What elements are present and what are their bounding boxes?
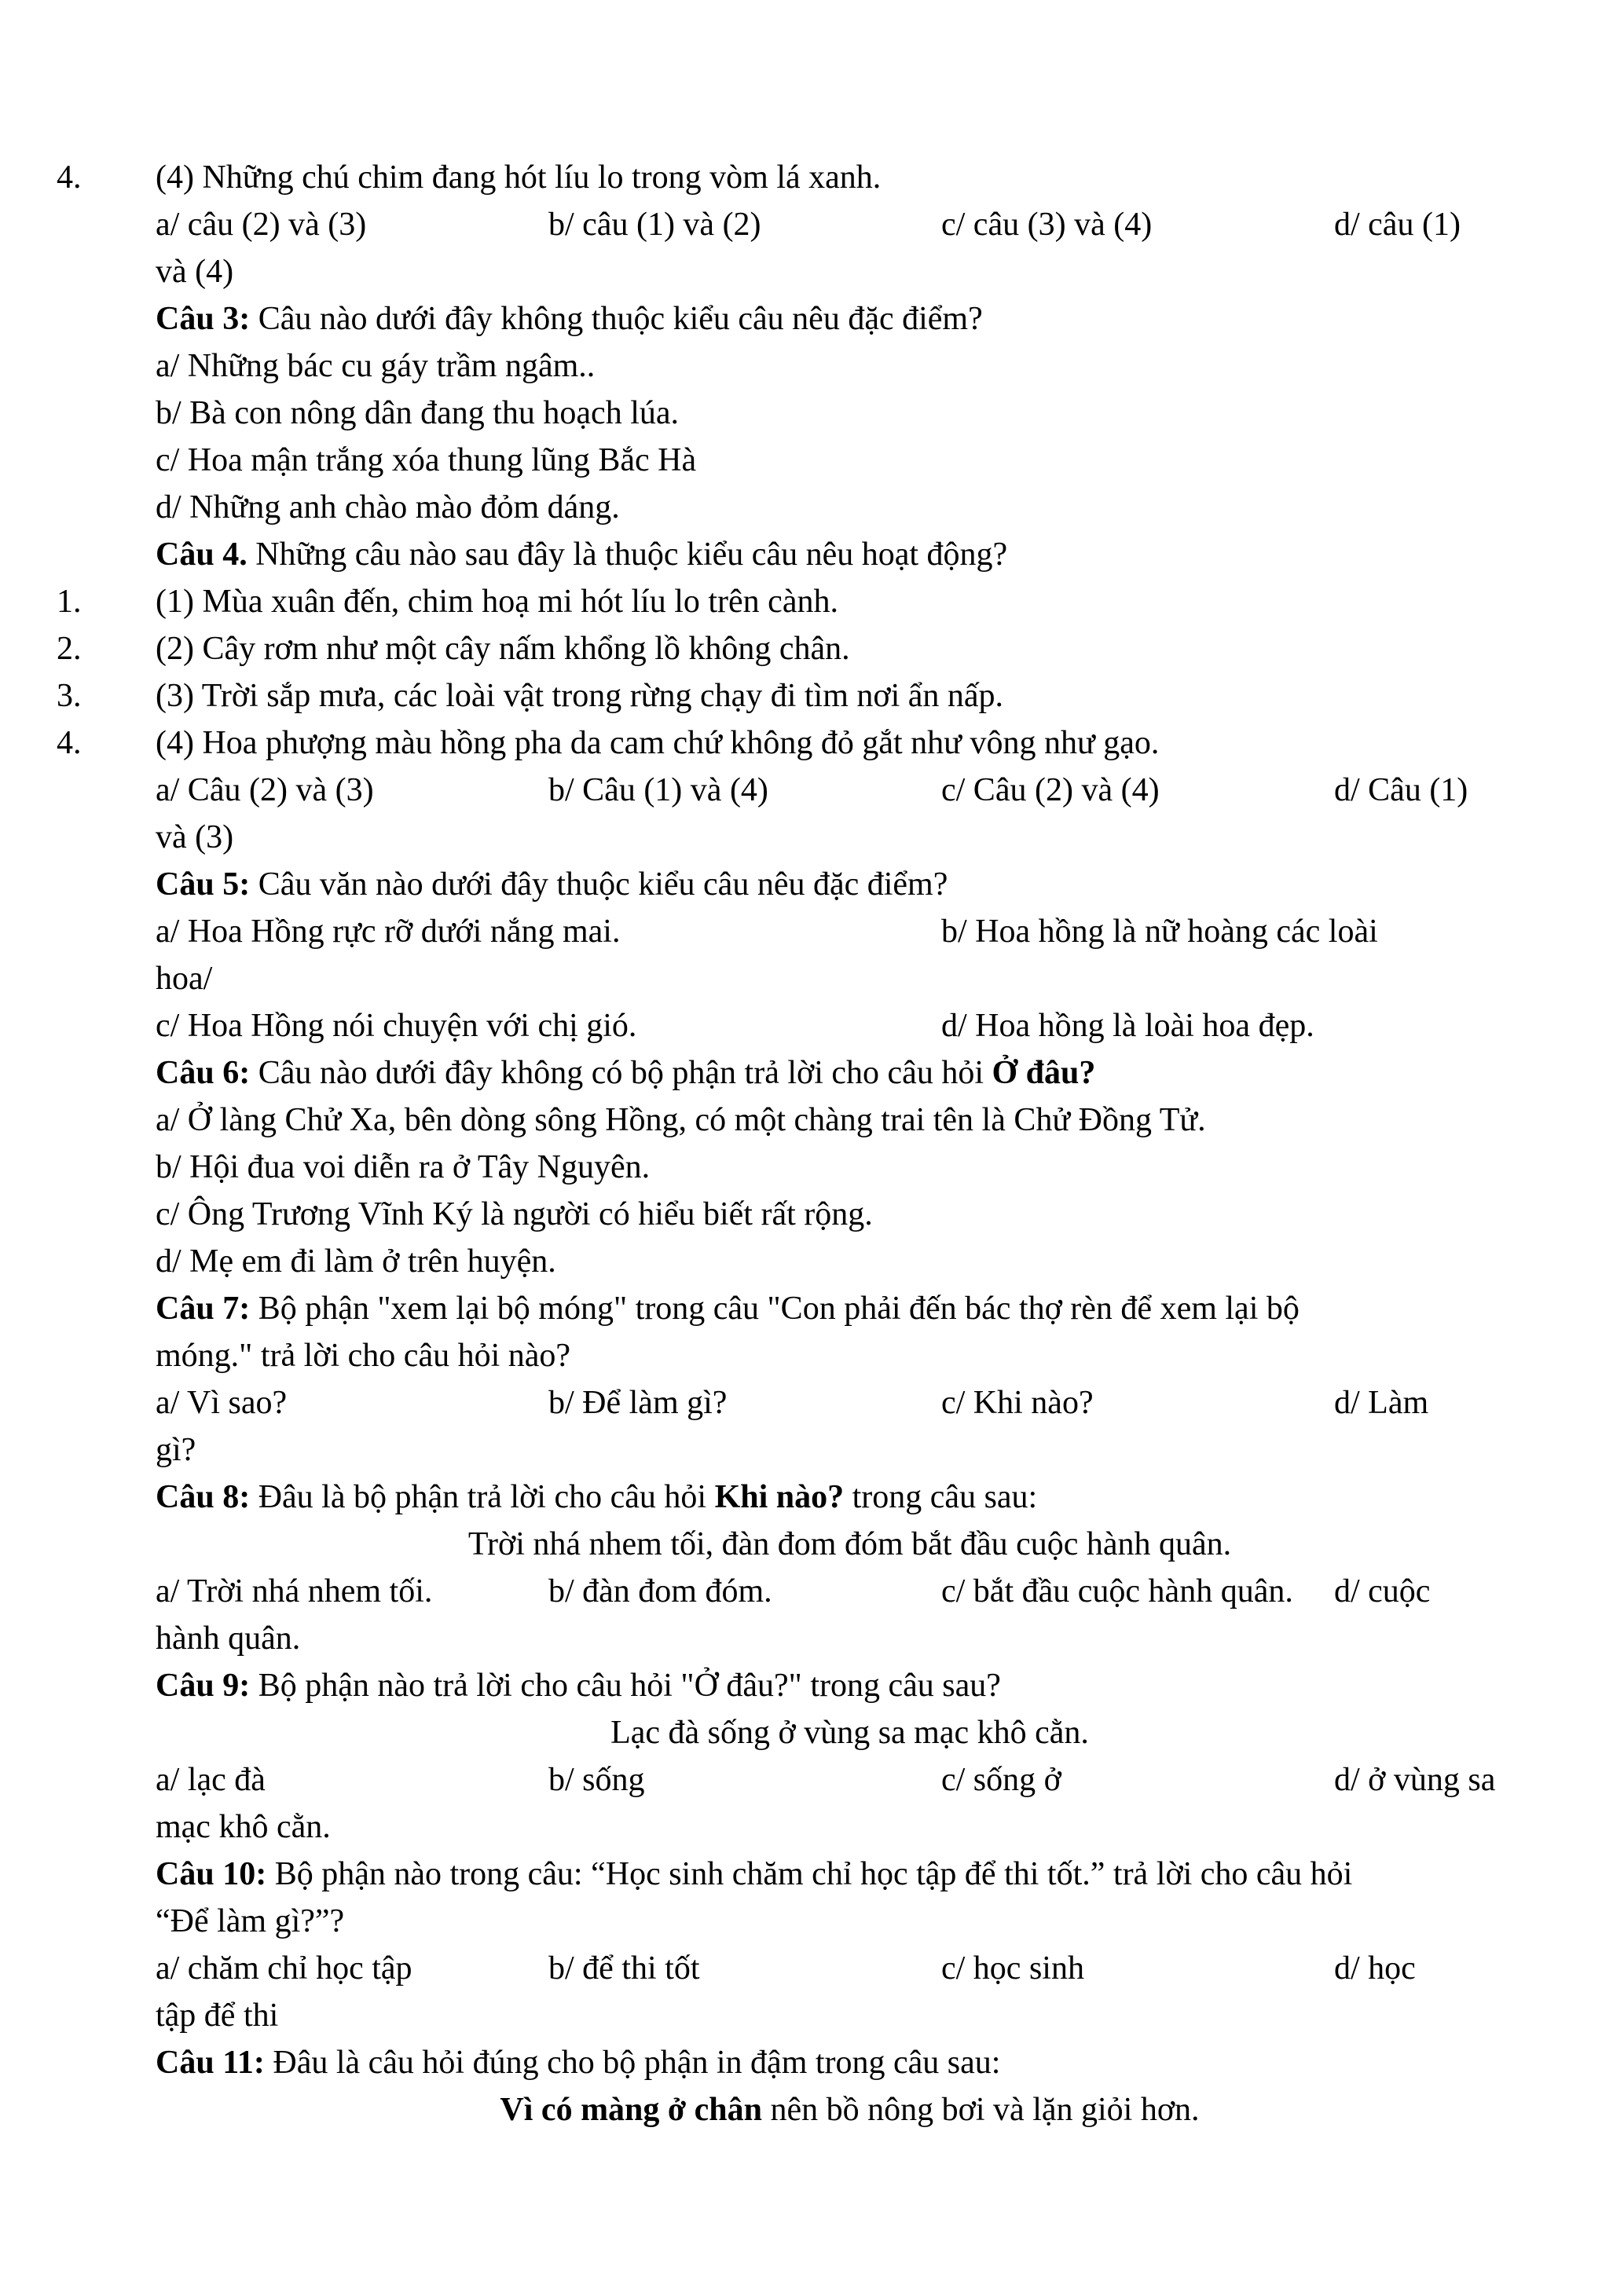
list-number: 4. <box>57 725 82 761</box>
option-c: c/ sống ở <box>941 1762 1061 1798</box>
option-wrap: tập để thi <box>156 1998 279 2034</box>
sentence-wrapper <box>500 2086 1199 2133</box>
option-d: d/ Những anh chào mào đỏm dáng. <box>156 489 620 525</box>
question-keyword: Khi nào? <box>714 1479 845 1515</box>
option-c: c/ Khi nào? <box>941 1385 1094 1421</box>
list-item-text: (1) Mùa xuân đến, chim hoạ mi hót líu lo trên cành. <box>156 584 838 620</box>
list-item-text: (3) Trời sắp mưa, các loài vật trong rừng chạy đi tìm nơi ẩn nấp. <box>156 678 1004 714</box>
option-d: d/ Hoa hồng là loài hoa đẹp. <box>941 1008 1314 1044</box>
sentence-text: Lạc đà sống ở vùng sa mạc khô cằn. <box>610 1715 1089 1751</box>
question-label: Câu 3: <box>156 301 251 337</box>
question-text-cont: “Để làm gì?”? <box>156 1903 345 1939</box>
question-9 <box>156 1662 1001 1709</box>
sentence-text: Trời nhá nhem tối, đàn đom đóm bắt đầu cuộc hành quân. <box>467 1526 1232 1562</box>
option-wrap: hành quân. <box>156 1620 301 1657</box>
question-text: Bộ phận nào trả lời cho câu hỏi "Ở đâu?" trong câu sau? <box>250 1668 1001 1704</box>
question-label: Câu 7: <box>156 1291 251 1327</box>
list-number: 3. <box>57 678 82 714</box>
option-c: c/ Ông Trương Vĩnh Ký là người có hiểu biết rất rộng. <box>156 1196 873 1232</box>
question-6 <box>156 1049 1095 1097</box>
option-c: c/ bắt đầu cuộc hành quân. <box>941 1573 1293 1609</box>
option-wrap: hoa/ <box>156 961 213 997</box>
option-d: d/ Mẹ em đi làm ở trên huyện. <box>156 1243 556 1280</box>
question-8 <box>156 1474 1037 1521</box>
option-a: a/ Ở làng Chử Xa, bên dòng sông Hồng, có một chàng trai tên là Chử Đồng Tử. <box>156 1102 1206 1138</box>
list-item-text: (4) Hoa phượng màu hồng pha da cam chứ không đỏ gắt như vông như gạo. <box>156 725 1160 761</box>
question-11 <box>156 2039 1000 2086</box>
example-sentence <box>0 1709 1624 1756</box>
option-b: b/ Để làm gì? <box>548 1385 728 1421</box>
question-text: Câu nào dưới đây không có bộ phận trả lời cho câu hỏi <box>250 1055 992 1091</box>
question-3 <box>156 295 983 342</box>
option-c: c/ học sinh <box>941 1950 1084 1987</box>
question-label: Câu 10: <box>156 1856 267 1892</box>
option-c: c/ Hoa Hồng nói chuyện với chị gió. <box>156 1008 637 1044</box>
example-sentence <box>0 2086 1624 2133</box>
option-a: a/ câu (2) và (3) <box>156 207 367 243</box>
question-text: Những câu nào sau đây là thuộc kiểu câu nêu hoạt động? <box>247 536 1008 573</box>
question-label: Câu 8: <box>156 1479 251 1515</box>
option-a: a/ lạc đà <box>156 1762 266 1798</box>
question-text: Đâu là bộ phận trả lời cho câu hỏi <box>250 1479 715 1515</box>
question-7 <box>156 1285 1300 1332</box>
option-c: c/ Hoa mận trắng xóa thung lũng Bắc Hà <box>156 442 697 478</box>
question-text: Câu văn nào dưới đây thuộc kiểu câu nêu đặc điểm? <box>250 866 948 903</box>
option-d: d/ Câu (1) <box>1334 772 1468 808</box>
question-label: Câu 4. <box>156 536 247 573</box>
question-label: Câu 9: <box>156 1668 251 1704</box>
option-wrap: và (3) <box>156 819 234 855</box>
question-10 <box>156 1851 1352 1898</box>
option-b: b/ sống <box>548 1762 645 1798</box>
option-b: b/ câu (1) và (2) <box>548 207 761 243</box>
option-a: a/ Trời nhá nhem tối. <box>156 1573 433 1609</box>
list-number: 4. <box>57 159 82 196</box>
option-wrap: gì? <box>156 1432 196 1468</box>
list-number: 2. <box>57 631 82 667</box>
list-number: 1. <box>57 584 82 620</box>
option-a: a/ Vì sao? <box>156 1385 288 1421</box>
option-a: a/ Câu (2) và (3) <box>156 772 374 808</box>
question-4 <box>156 531 1007 578</box>
list-item-text: (2) Cây rơm như một cây nấm khổng lồ không chân. <box>156 631 850 667</box>
option-c: c/ câu (3) và (4) <box>941 207 1153 243</box>
question-label: Câu 11: <box>156 2045 265 2081</box>
example-sentence <box>0 1521 1624 1568</box>
question-label: Câu 5: <box>156 866 251 903</box>
sentence-rest: nên bồ nông bơi và lặn giỏi hơn. <box>762 2092 1200 2128</box>
option-a: a/ Hoa Hồng rực rỡ dưới nắng mai. <box>156 914 621 950</box>
sentence-bold-part: Vì có màng ở chân <box>500 2092 763 2128</box>
option-wrap: và (4) <box>156 254 234 290</box>
question-keyword: Ở đâu? <box>992 1055 1096 1091</box>
option-b: b/ để thi tốt <box>548 1950 700 1987</box>
option-a: a/ Những bác cu gáy trầm ngâm.. <box>156 348 596 384</box>
option-wrap: mạc khô cằn. <box>156 1809 331 1845</box>
question-text: Câu nào dưới đây không thuộc kiểu câu nêu đặc điểm? <box>250 301 983 337</box>
option-d: d/ Làm <box>1334 1385 1429 1421</box>
option-d: d/ ở vùng sa <box>1334 1762 1496 1798</box>
list-item-text: (4) Những chú chim đang hót líu lo trong vòm lá xanh. <box>156 159 882 196</box>
question-text-cont: móng." trả lời cho câu hỏi nào? <box>156 1338 571 1374</box>
option-d: d/ câu (1) <box>1334 207 1461 243</box>
option-b: b/ Câu (1) và (4) <box>548 772 768 808</box>
question-text: Đâu là câu hỏi đúng cho bộ phận in đậm trong câu sau: <box>264 2045 1001 2081</box>
option-a: a/ chăm chỉ học tập <box>156 1950 412 1987</box>
option-b: b/ Hoa hồng là nữ hoàng các loài <box>941 914 1378 950</box>
option-d: d/ học <box>1334 1950 1416 1987</box>
question-5 <box>156 861 948 908</box>
option-b: b/ Hội đua voi diễn ra ở Tây Nguyên. <box>156 1149 651 1185</box>
question-text: Bộ phận "xem lại bộ móng" trong câu "Con phải đến bác thợ rèn để xem lại bộ <box>250 1291 1300 1327</box>
option-c: c/ Câu (2) và (4) <box>941 772 1160 808</box>
question-text-end: trong câu sau: <box>844 1479 1038 1515</box>
question-text: Bộ phận nào trong câu: “Học sinh chăm chỉ học tập để thi tốt.” trả lời cho câu hỏi <box>266 1856 1353 1892</box>
option-d: d/ cuộc <box>1334 1573 1431 1609</box>
question-label: Câu 6: <box>156 1055 251 1091</box>
option-b: b/ đàn đom đóm. <box>548 1573 772 1609</box>
option-b: b/ Bà con nông dân đang thu hoạch lúa. <box>156 395 680 431</box>
